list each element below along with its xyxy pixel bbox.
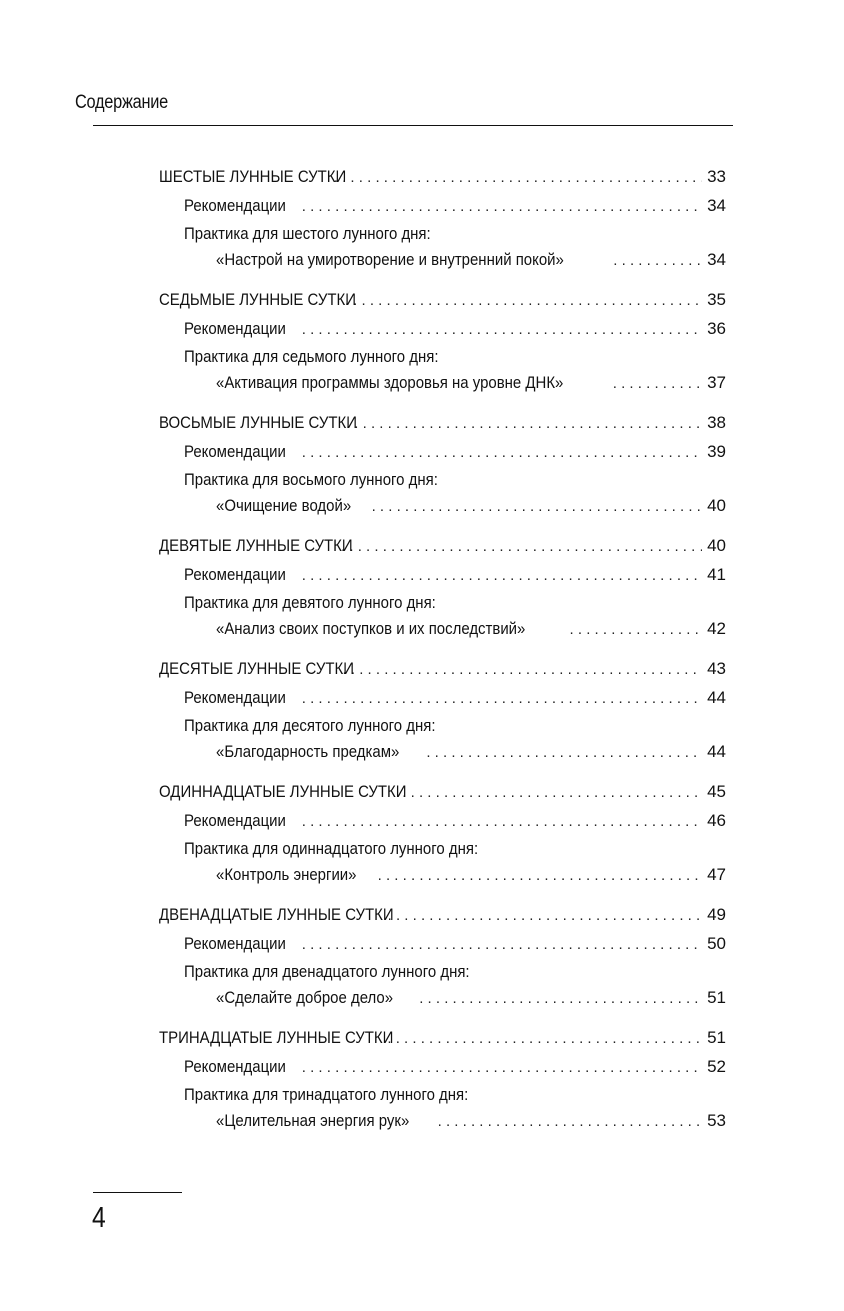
recommendations-label: Рекомендации xyxy=(184,811,286,830)
toc-section xyxy=(159,285,726,397)
recommendations-page: 52 xyxy=(707,1057,726,1076)
chapter-page: 45 xyxy=(707,782,726,801)
toc-entry-chapter[interactable] xyxy=(159,531,726,560)
toc-entry-recommendations[interactable] xyxy=(159,314,726,343)
recommendations-page: 50 xyxy=(707,934,726,953)
toc-section xyxy=(159,654,726,766)
leader-dots xyxy=(302,315,702,344)
practice-name: «Активация программы здоровья на уровне ДНК» xyxy=(216,373,564,392)
chapter-title: ШЕСТЫЕ ЛУННЫЕ СУТКИ xyxy=(159,167,347,186)
chapter-title: ДЕВЯТЫЕ ЛУННЫЕ СУТКИ xyxy=(159,536,353,555)
practice-name: «Контроль энергии» xyxy=(216,865,357,884)
toc-entry-chapter[interactable] xyxy=(159,285,726,314)
recommendations-page: 36 xyxy=(707,319,726,338)
footer-rule xyxy=(93,1192,182,1193)
recommendations-page: 41 xyxy=(707,565,726,584)
practice-label: Практика для тринадцатого лунного дня: xyxy=(184,1085,469,1104)
leader-dots xyxy=(302,930,702,959)
leader-dots xyxy=(387,1024,702,1053)
practice-name: «Целительная энергия рук» xyxy=(216,1111,410,1130)
practice-label: Практика для девятого лунного дня: xyxy=(184,593,436,612)
leader-dots xyxy=(346,409,702,438)
toc-section xyxy=(159,162,726,274)
recommendations-label: Рекомендации xyxy=(184,319,286,338)
recommendations-label: Рекомендации xyxy=(184,688,286,707)
leader-dots xyxy=(388,901,702,930)
leader-dots xyxy=(613,246,702,275)
toc-entry-chapter[interactable] xyxy=(159,408,726,437)
chapter-page: 35 xyxy=(707,290,726,309)
toc-entry-recommendations[interactable] xyxy=(159,560,726,589)
running-head-title: Содержание xyxy=(75,92,168,113)
recommendations-page: 46 xyxy=(707,811,726,830)
leader-dots xyxy=(302,561,702,590)
leader-dots xyxy=(372,492,702,521)
toc-entry-recommendations[interactable] xyxy=(159,929,726,958)
chapter-title: ВОСЬМЫЕ ЛУННЫЕ СУТКИ xyxy=(159,413,357,432)
recommendations-label: Рекомендации xyxy=(184,565,286,584)
leader-dots xyxy=(302,684,702,713)
leader-dots xyxy=(302,438,702,467)
practice-name: «Настрой на умиротворение и внутренний покой» xyxy=(216,250,564,269)
header-rule xyxy=(93,125,733,126)
practice-page: 40 xyxy=(707,496,726,515)
practice-label: Практика для одиннадцатого лунного дня: xyxy=(184,839,479,858)
toc-entry-chapter[interactable] xyxy=(159,1023,726,1052)
recommendations-label: Рекомендации xyxy=(184,442,286,461)
chapter-page: 38 xyxy=(707,413,726,432)
toc-entry-practice[interactable] xyxy=(159,1083,726,1135)
toc-entry-chapter[interactable] xyxy=(159,654,726,683)
leader-dots xyxy=(613,369,702,398)
leader-dots xyxy=(345,286,702,315)
chapter-page: 33 xyxy=(707,167,726,186)
toc-entry-recommendations[interactable] xyxy=(159,191,726,220)
leader-dots xyxy=(378,861,702,890)
recommendations-label: Рекомендации xyxy=(184,1057,286,1076)
leader-dots xyxy=(302,807,702,836)
toc-entry-practice[interactable] xyxy=(159,222,726,274)
leader-dots xyxy=(419,984,702,1013)
toc-section xyxy=(159,900,726,1012)
practice-page: 53 xyxy=(707,1111,726,1130)
chapter-title: ТРИНАДЦАТЫЕ ЛУННЫЕ СУТКИ xyxy=(159,1028,394,1047)
leader-dots xyxy=(334,163,702,192)
practice-page: 37 xyxy=(707,373,726,392)
leader-dots xyxy=(343,655,702,684)
chapter-title: ОДИННАДЦАТЫЕ ЛУННЫЕ СУТКИ xyxy=(159,782,407,801)
toc-entry-practice[interactable] xyxy=(159,960,726,1012)
chapter-title: ДВЕНАДЦАТЫЕ ЛУННЫЕ СУТКИ xyxy=(159,905,394,924)
toc-section xyxy=(159,531,726,643)
recommendations-page: 44 xyxy=(707,688,726,707)
chapter-page: 40 xyxy=(707,536,726,555)
chapter-page: 51 xyxy=(707,1028,726,1047)
chapter-page: 49 xyxy=(707,905,726,924)
practice-label: Практика для восьмого лунного дня: xyxy=(184,470,438,489)
practice-page: 51 xyxy=(707,988,726,1007)
practice-label: Практика для шестого лунного дня: xyxy=(184,224,431,243)
practice-name: «Благодарность предкам» xyxy=(216,742,400,761)
leader-dots xyxy=(302,1053,702,1082)
leader-dots xyxy=(438,1107,702,1136)
practice-page: 42 xyxy=(707,619,726,638)
toc-section xyxy=(159,408,726,520)
practice-name: «Сделайте доброе дело» xyxy=(216,988,394,1007)
toc-entry-practice[interactable] xyxy=(159,345,726,397)
toc-entry-recommendations[interactable] xyxy=(159,1052,726,1081)
practice-label: Практика для двенадцатого лунного дня: xyxy=(184,962,470,981)
toc-entry-chapter[interactable] xyxy=(159,777,726,806)
toc-entry-chapter[interactable] xyxy=(159,900,726,929)
leader-dots xyxy=(426,738,702,767)
leader-dots xyxy=(402,778,702,807)
practice-name: «Анализ своих поступков и их последствий» xyxy=(216,619,526,638)
practice-name: «Очищение водой» xyxy=(216,496,352,515)
toc-entry-recommendations[interactable] xyxy=(159,806,726,835)
toc-entry-recommendations[interactable] xyxy=(159,683,726,712)
toc-section xyxy=(159,1023,726,1135)
chapter-page: 43 xyxy=(707,659,726,678)
toc-entry-practice[interactable] xyxy=(159,468,726,520)
table-of-contents xyxy=(159,162,726,1146)
leader-dots xyxy=(570,615,702,644)
leader-dots xyxy=(341,532,702,561)
recommendations-label: Рекомендации xyxy=(184,196,286,215)
recommendations-page: 34 xyxy=(707,196,726,215)
practice-label: Практика для десятого лунного дня: xyxy=(184,716,436,735)
practice-page: 34 xyxy=(707,250,726,269)
toc-entry-practice[interactable] xyxy=(159,591,726,643)
practice-label: Практика для седьмого лунного дня: xyxy=(184,347,439,366)
practice-page: 44 xyxy=(707,742,726,761)
toc-entry-practice[interactable] xyxy=(159,837,726,889)
toc-entry-recommendations[interactable] xyxy=(159,437,726,466)
toc-entry-chapter[interactable] xyxy=(159,162,726,191)
practice-page: 47 xyxy=(707,865,726,884)
chapter-title: ДЕСЯТЫЕ ЛУННЫЕ СУТКИ xyxy=(159,659,354,678)
leader-dots xyxy=(302,192,702,221)
toc-section xyxy=(159,777,726,889)
chapter-title: СЕДЬМЫЕ ЛУННЫЕ СУТКИ xyxy=(159,290,356,309)
toc-entry-practice[interactable] xyxy=(159,714,726,766)
recommendations-page: 39 xyxy=(707,442,726,461)
recommendations-label: Рекомендации xyxy=(184,934,286,953)
page-number: 4 xyxy=(92,1202,106,1234)
